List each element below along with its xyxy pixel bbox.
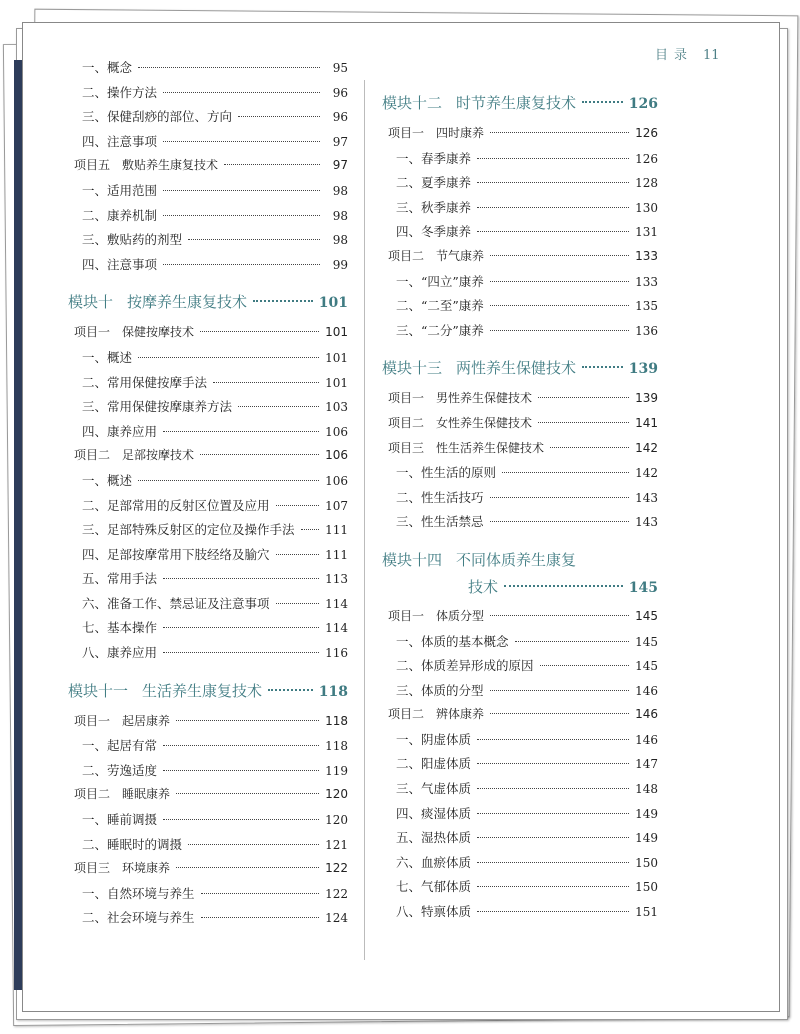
- dot-leader: [238, 116, 320, 117]
- module-title-line: [382, 576, 658, 597]
- toc-subentry[interactable]: [68, 618, 348, 643]
- dot-leader: [138, 357, 319, 358]
- dot-leader: [238, 406, 319, 407]
- toc-project-entry[interactable]: [68, 323, 348, 348]
- page-number: 114: [325, 596, 348, 611]
- entry-title: 四、痰湿体质: [396, 805, 472, 821]
- toc-subentry[interactable]: [382, 656, 658, 681]
- page-number: 126: [628, 96, 658, 112]
- page-number: 133: [635, 248, 658, 263]
- dot-leader: [276, 603, 320, 604]
- toc-project-entry[interactable]: [382, 439, 658, 464]
- page-number: 145: [635, 634, 658, 649]
- page-number: 116: [325, 646, 348, 661]
- toc-subentry[interactable]: [382, 754, 658, 779]
- entry-title: 项目一 男性养生保健技术: [388, 391, 533, 406]
- entry-title: 项目三 环境康养: [74, 861, 171, 876]
- dot-leader: [477, 207, 629, 208]
- dot-leader: [176, 867, 319, 868]
- module-title: 按摩养生康复技术: [127, 293, 248, 312]
- dot-leader: [268, 689, 313, 691]
- page-number: 113: [325, 572, 348, 587]
- page-number: 131: [635, 225, 658, 240]
- entry-title: 一、概述: [82, 472, 133, 488]
- dot-leader: [477, 182, 629, 183]
- entry-title: 二、性生活技巧: [396, 489, 484, 505]
- module-number: 模块十四: [382, 550, 443, 569]
- entry-title: 项目一 起居康养: [74, 713, 171, 728]
- entry-title: 项目二 足部按摩技术: [74, 448, 195, 463]
- toc-subentry[interactable]: [68, 545, 348, 570]
- entry-title: 二、阳虚体质: [396, 756, 472, 772]
- page-number: 96: [332, 110, 348, 125]
- entry-title: 一、概述: [82, 349, 133, 365]
- dot-leader: [477, 763, 629, 764]
- page-number: 146: [635, 707, 658, 722]
- page-number: 97: [332, 158, 348, 173]
- entry-title: 二、睡眠时的调摄: [82, 836, 183, 852]
- page-number: 98: [332, 233, 348, 248]
- page-number: 122: [325, 886, 348, 901]
- page-number: 120: [325, 787, 348, 802]
- dot-leader: [200, 454, 319, 455]
- page-number: 146: [635, 732, 658, 747]
- toc-subentry[interactable]: [68, 348, 348, 373]
- dot-leader: [477, 788, 629, 789]
- entry-title: 六、血瘀体质: [396, 854, 472, 870]
- dot-leader: [490, 690, 630, 691]
- entry-title: 一、性生活的原则: [396, 465, 497, 481]
- page-number: 95: [332, 61, 348, 75]
- toc-subentry[interactable]: [68, 206, 348, 231]
- entry-title: 三、秋季康养: [396, 199, 472, 215]
- page-number: 149: [635, 831, 658, 846]
- toc-subentry[interactable]: [68, 835, 348, 860]
- page-number: 96: [332, 85, 348, 100]
- toc-subentry[interactable]: [382, 632, 658, 657]
- module-number: 模块十: [68, 293, 114, 312]
- page-number: 103: [325, 400, 348, 415]
- page-number: 133: [635, 274, 658, 289]
- toc-project-entry[interactable]: [382, 247, 658, 272]
- page-number: 145: [628, 579, 658, 596]
- dot-leader: [490, 281, 629, 282]
- column-divider: [364, 80, 365, 960]
- dot-leader: [163, 431, 319, 432]
- entry-title: 四、注意事项: [82, 133, 158, 149]
- page-number: 150: [635, 880, 658, 895]
- page-number: 145: [635, 659, 658, 674]
- page-number: 130: [635, 200, 658, 215]
- module-title-line: [382, 549, 658, 570]
- page-number: 118: [325, 713, 348, 728]
- page-number: 11: [703, 48, 720, 63]
- dot-leader: [163, 92, 320, 93]
- entry-title: 一、适用范围: [82, 182, 158, 198]
- page-number: 98: [332, 183, 348, 198]
- page-number: 101: [325, 350, 348, 365]
- toc-project-entry[interactable]: [382, 124, 658, 149]
- dot-leader: [253, 300, 313, 302]
- dot-leader: [490, 255, 629, 256]
- page-number: 99: [332, 257, 348, 272]
- toc-subentry[interactable]: [382, 321, 658, 346]
- toc-subentry[interactable]: [382, 877, 658, 902]
- dot-leader: [490, 305, 629, 306]
- dot-leader: [188, 844, 319, 845]
- entry-title: 三、气虚体质: [396, 781, 472, 797]
- page-number: 136: [635, 323, 658, 338]
- toc-project-entry[interactable]: [68, 785, 348, 810]
- module-title: 生活养生康复技术: [142, 681, 263, 700]
- entry-title: 项目二 睡眠康养: [74, 787, 171, 802]
- module-title: 时节养生康复技术: [456, 94, 577, 112]
- dot-leader: [163, 652, 319, 653]
- dot-leader: [276, 554, 320, 555]
- entry-title: 二、社会环境与养生: [82, 910, 195, 926]
- page-number: 147: [635, 757, 658, 772]
- toc-subentry[interactable]: [68, 594, 348, 619]
- dot-leader: [477, 837, 629, 838]
- dot-leader: [490, 521, 630, 522]
- page-number: 148: [635, 782, 658, 797]
- entry-title: 项目一 保健按摩技术: [74, 325, 195, 340]
- entry-title: 二、康养机制: [82, 207, 158, 223]
- toc-subentry[interactable]: [68, 884, 348, 909]
- entry-title: 四、康养应用: [82, 423, 158, 439]
- page-number: 118: [318, 683, 348, 700]
- entry-title: 五、常用手法: [82, 571, 158, 587]
- cover-edge: [14, 60, 22, 990]
- toc-subentry[interactable]: [68, 736, 348, 761]
- page-number: 150: [635, 855, 658, 870]
- entry-title: 一、自然环境与养生: [82, 885, 195, 901]
- dot-leader: [477, 158, 629, 159]
- toc-subentry[interactable]: [68, 520, 348, 545]
- page-number: 121: [325, 837, 348, 852]
- dot-leader: [477, 886, 629, 887]
- toc-project-entry[interactable]: [68, 446, 348, 471]
- dot-leader: [200, 331, 319, 332]
- dot-leader: [490, 132, 629, 133]
- dot-leader: [224, 164, 320, 165]
- toc-subentry[interactable]: [382, 463, 658, 488]
- module-title-cont: 技术: [468, 577, 499, 596]
- page-number: 149: [635, 806, 658, 821]
- dot-leader: [176, 793, 319, 794]
- dot-leader: [301, 529, 320, 530]
- dot-leader: [515, 641, 630, 642]
- entry-title: 六、准备工作、禁忌证及注意事项: [82, 595, 270, 611]
- page-number: 139: [628, 361, 658, 378]
- page-number: 142: [635, 466, 658, 481]
- page-number: 101: [325, 325, 348, 340]
- entry-title: 一、阴虚体质: [396, 731, 472, 747]
- entry-title: 四、足部按摩常用下肢经络及腧穴: [82, 546, 270, 562]
- entry-title: 七、气郁体质: [396, 879, 472, 895]
- dot-leader: [201, 893, 320, 894]
- entry-title: 一、睡前调摄: [82, 812, 158, 828]
- dot-leader: [163, 819, 319, 820]
- entry-title: 七、基本操作: [82, 620, 158, 636]
- entry-title: 一、“四立”康养: [396, 273, 484, 289]
- toc-subentry[interactable]: [68, 107, 348, 132]
- page-number: 128: [635, 176, 658, 191]
- dot-leader: [477, 739, 629, 740]
- entry-title: 一、起居有常: [82, 738, 158, 754]
- toc-subentry[interactable]: [382, 272, 658, 297]
- dot-leader: [188, 239, 320, 240]
- page-number: 151: [635, 905, 658, 920]
- page-number: 146: [635, 683, 658, 698]
- toc-module-heading[interactable]: [382, 357, 658, 379]
- toc-subentry[interactable]: [68, 643, 348, 668]
- entry-title: 项目二 女性养生保健技术: [388, 415, 533, 430]
- dot-leader: [490, 330, 629, 331]
- toc-module-heading[interactable]: [68, 680, 348, 702]
- toc-subentry[interactable]: [382, 173, 658, 198]
- dot-leader: [176, 720, 319, 721]
- toc-module-heading[interactable]: [68, 291, 348, 313]
- toc-project-entry[interactable]: [382, 414, 658, 439]
- page-number: 139: [635, 391, 658, 406]
- dot-leader: [582, 366, 623, 368]
- entry-title: 四、冬季康养: [396, 224, 472, 240]
- page-number: 143: [635, 515, 658, 530]
- module-number: 模块十三: [382, 359, 443, 378]
- toc-project-entry[interactable]: [382, 607, 658, 632]
- toc-subentry[interactable]: [382, 512, 658, 537]
- toc-subentry[interactable]: [382, 681, 658, 706]
- dot-leader: [163, 578, 319, 579]
- entry-title: 二、操作方法: [82, 84, 158, 100]
- page-number: 114: [325, 621, 348, 636]
- toc-subentry[interactable]: [68, 255, 348, 280]
- page-number: 111: [325, 523, 348, 538]
- toc-subentry[interactable]: [382, 222, 658, 247]
- toc-subentry[interactable]: [68, 471, 348, 496]
- entry-title: 三、足部特殊反射区的定位及操作手法: [82, 522, 295, 538]
- page-number: 135: [635, 299, 658, 314]
- page-number: 142: [635, 440, 658, 455]
- entry-title: 三、敷贴药的剂型: [82, 232, 183, 248]
- page-number: 145: [635, 608, 658, 623]
- toc-right-column: [382, 92, 658, 927]
- entry-title: 八、康养应用: [82, 645, 158, 661]
- dot-leader: [163, 627, 319, 628]
- toc-project-entry[interactable]: [68, 859, 348, 884]
- dot-leader: [490, 713, 629, 714]
- dot-leader: [163, 190, 320, 191]
- entry-title: 二、体质差异形成的原因: [396, 658, 534, 674]
- entry-title: 项目一 四时康养: [388, 126, 485, 140]
- toc-project-entry[interactable]: [68, 156, 348, 181]
- dot-leader: [163, 264, 320, 265]
- page-number: 126: [635, 151, 658, 166]
- dot-leader: [490, 497, 630, 498]
- dot-leader: [477, 231, 629, 232]
- toc-subentry[interactable]: [68, 181, 348, 206]
- page-number: 97: [332, 134, 348, 149]
- toc-subentry[interactable]: [68, 132, 348, 157]
- entry-title: 三、体质的分型: [396, 682, 484, 698]
- entry-title: 四、注意事项: [82, 256, 158, 272]
- page-number: 122: [325, 861, 348, 876]
- dot-leader: [276, 505, 320, 506]
- toc-subentry[interactable]: [382, 149, 658, 174]
- page-number: 118: [325, 739, 348, 754]
- dot-leader: [504, 585, 623, 587]
- module-title: 两性养生保健技术: [456, 359, 577, 378]
- toc-subentry[interactable]: [68, 58, 348, 83]
- running-header-title: 目录: [655, 48, 694, 63]
- toc-project-entry[interactable]: [382, 389, 658, 414]
- toc-module-heading[interactable]: [382, 549, 658, 597]
- toc-module-heading[interactable]: [382, 92, 658, 114]
- toc-subentry[interactable]: [68, 397, 348, 422]
- dot-leader: [163, 770, 319, 771]
- dot-leader: [582, 101, 623, 103]
- toc-subentry[interactable]: [68, 230, 348, 255]
- toc-subentry[interactable]: [382, 730, 658, 755]
- entry-title: 二、劳逸适度: [82, 762, 158, 778]
- entry-title: 三、性生活禁忌: [396, 514, 484, 530]
- entry-title: 二、常用保健按摩手法: [82, 374, 208, 390]
- toc-project-entry[interactable]: [382, 705, 658, 730]
- page-number: 141: [635, 415, 658, 430]
- toc-subentry[interactable]: [68, 496, 348, 521]
- toc-subentry[interactable]: [68, 83, 348, 108]
- entry-title: 一、体质的基本概念: [396, 633, 509, 649]
- dot-leader: [538, 422, 629, 423]
- toc-subentry[interactable]: [382, 828, 658, 853]
- toc-subentry[interactable]: [68, 569, 348, 594]
- dot-leader: [490, 615, 629, 616]
- dot-leader: [477, 813, 629, 814]
- page-number: 119: [325, 763, 348, 778]
- page-number: 106: [325, 448, 348, 463]
- dot-leader: [163, 745, 319, 746]
- dot-leader: [477, 862, 629, 863]
- entry-title: 二、足部常用的反射区位置及应用: [82, 497, 270, 513]
- dot-leader: [138, 67, 320, 68]
- page-number: 107: [325, 498, 348, 513]
- dot-leader: [538, 397, 629, 398]
- entry-title: 项目二 节气康养: [388, 248, 485, 263]
- entry-title: 三、常用保健按摩康养方法: [82, 399, 233, 415]
- page-number: 106: [325, 424, 348, 439]
- toc-subentry[interactable]: [68, 761, 348, 786]
- page-number: 143: [635, 490, 658, 505]
- toc-subentry[interactable]: [382, 779, 658, 804]
- module-number: 模块十二: [382, 94, 443, 112]
- toc-subentry[interactable]: [68, 373, 348, 398]
- page-number: 124: [325, 911, 348, 926]
- running-header: [655, 44, 720, 63]
- toc-subentry[interactable]: [382, 198, 658, 223]
- entry-title: 五、湿热体质: [396, 830, 472, 846]
- page-number: 111: [325, 547, 348, 562]
- page-number: 106: [325, 473, 348, 488]
- toc-subentry[interactable]: [382, 853, 658, 878]
- page-number: 98: [332, 208, 348, 223]
- dot-leader: [550, 447, 629, 448]
- page-number: 120: [325, 813, 348, 828]
- entry-title: 三、“二分”康养: [396, 322, 484, 338]
- module-title: 不同体质养生康复: [456, 550, 577, 569]
- entry-title: 三、保健刮痧的部位、方向: [82, 109, 233, 125]
- toc-subentry[interactable]: [382, 488, 658, 513]
- page-number: 101: [318, 295, 348, 312]
- entry-title: 项目一 体质分型: [388, 608, 485, 623]
- entry-title: 一、概念: [82, 60, 133, 75]
- toc-left-column: [68, 58, 348, 933]
- toc-subentry[interactable]: [382, 902, 658, 927]
- entry-title: 二、夏季康养: [396, 175, 472, 191]
- dot-leader: [163, 141, 320, 142]
- entry-title: 一、春季康养: [396, 150, 472, 166]
- dot-leader: [502, 472, 629, 473]
- dot-leader: [477, 911, 629, 912]
- toc-subentry[interactable]: [382, 804, 658, 829]
- toc-subentry[interactable]: [68, 908, 348, 933]
- dot-leader: [138, 480, 319, 481]
- dot-leader: [201, 917, 320, 918]
- entry-title: 项目三 性生活养生保健技术: [388, 440, 545, 455]
- page-number: 126: [635, 126, 658, 140]
- toc-subentry[interactable]: [382, 296, 658, 321]
- entry-title: 八、特禀体质: [396, 904, 472, 920]
- page-number: 101: [325, 375, 348, 390]
- dot-leader: [540, 665, 630, 666]
- entry-title: 二、“二至”康养: [396, 298, 484, 314]
- toc-project-entry[interactable]: [68, 712, 348, 737]
- dot-leader: [213, 382, 319, 383]
- entry-title: 项目二 辨体康养: [388, 707, 485, 722]
- entry-title: 项目五 敷贴养生康复技术: [74, 158, 219, 173]
- toc-subentry[interactable]: [68, 810, 348, 835]
- dot-leader: [163, 215, 320, 216]
- toc-subentry[interactable]: [68, 422, 348, 447]
- module-number: 模块十一: [68, 681, 129, 700]
